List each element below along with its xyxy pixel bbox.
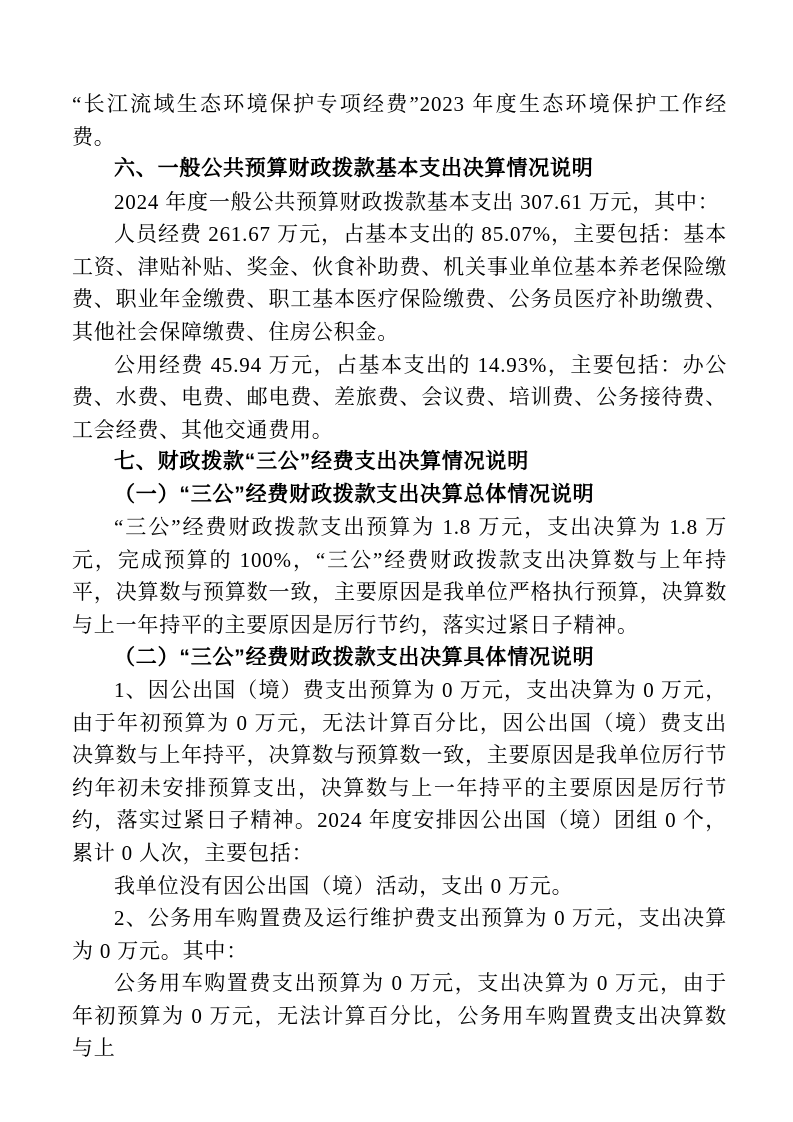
- heading-section-6-basic-expenditure: 六、一般公共预算财政拨款基本支出决算情况说明: [114, 157, 594, 181]
- heading-section-7-three-public-funds: 七、财政拨款“三公”经费支出决算情况说明: [114, 450, 529, 474]
- paragraph-official-vehicles: 2、公务用车购置费及运行维护费支出预算为 0 万元，支出决算为 0 万元。其中：: [72, 906, 727, 963]
- paragraph-vehicle-purchase-cutoff: 公务用车购置费支出预算为 0 万元，支出决算为 0 万元，由于年初预算为 0 万元，无法计算百分比，公务用车购置费支出决算数与上: [72, 971, 727, 1061]
- paragraph-three-public-overall: “三公”经费财政拨款支出预算为 1.8 万元，支出决算为 1.8 万元，完成预算的 100%，“三公”经费财政拨款支出决算数与上年持平，决算数与预算数一致，主要原因是我单位严格执行预算，决算数与上一年持平的主要原因是厉行节约，落实过紧日子精神。: [72, 515, 727, 637]
- paragraph-no-overseas-activity: 我单位没有因公出国（境）活动，支出 0 万元。: [114, 873, 574, 898]
- paragraph-overseas-trips: 1、因公出国（境）费支出预算为 0 万元，支出决算为 0 万元，由于年初预算为 0 万元，无法计算百分比，因公出国（境）费支出决算数与上年持平，决算数与预算数一致，主要原因是我单位厉行节约年初未安排预算支出，决算数与上一年持平的主要原因是厉行节约，落实过紧日子精神。2024 年度安排因公出国（境）团组 0 个，累计 0 人次，主要包括：: [72, 678, 727, 865]
- paragraph-special-funds-continuation: “长江流域生态环境保护专项经费”2023 年度生态环境保护工作经费。: [72, 92, 727, 149]
- paragraph-personnel-expenses: 人员经费 261.67 万元，占基本支出的 85.07%，主要包括：基本工资、津贴补贴、奖金、伙食补助费、机关事业单位基本养老保险缴费、职业年金缴费、职工基本医疗保险缴费、公务员医疗补助缴费、其他社会保障缴费、住房公积金。: [72, 222, 727, 344]
- paragraph-basic-expenditure-total: 2024 年度一般公共预算财政拨款基本支出 307.61 万元，其中：: [114, 189, 720, 214]
- heading-7-1-overall-situation: （一）“三公”经费财政拨款支出决算总体情况说明: [114, 482, 595, 506]
- paragraph-public-expenses: 公用经费 45.94 万元，占基本支出的 14.93%，主要包括：办公费、水费、电费、邮电费、差旅费、会议费、培训费、公务接待费、工会经费、其他交通费用。: [72, 352, 727, 442]
- heading-7-2-specific-situation: （二）“三公”经费财政拨款支出决算具体情况说明: [114, 645, 595, 669]
